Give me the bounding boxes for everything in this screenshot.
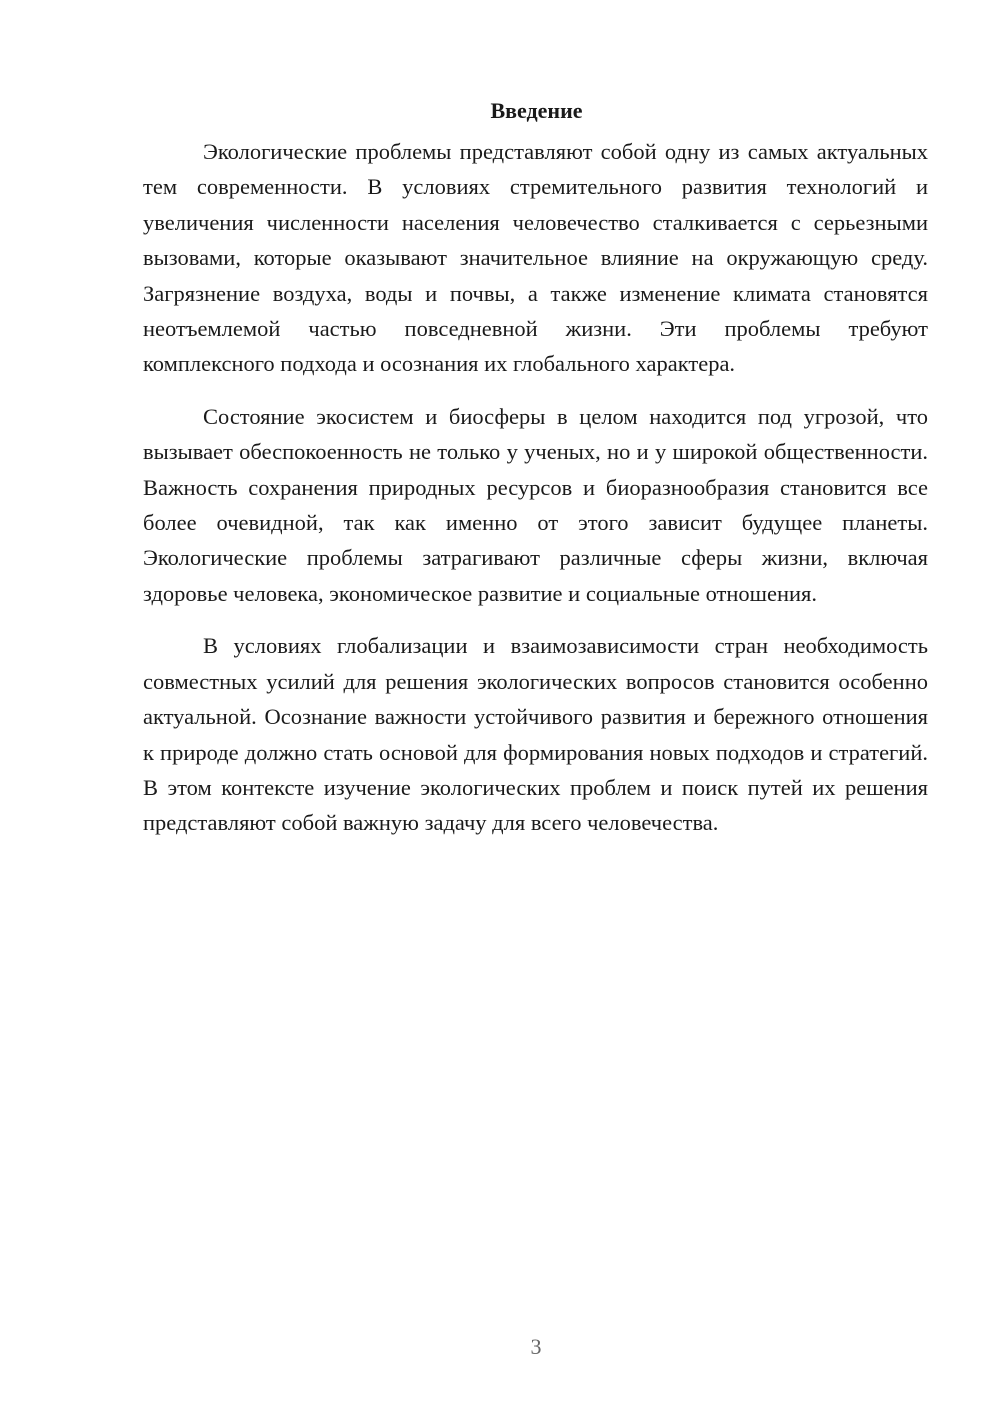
page-number: 3 — [530, 1334, 542, 1359]
page-content — [143, 96, 928, 841]
paragraph-1: Экологические проблемы представляют собой одну из самых актуальных тем современности. В условиях стремительного развития технологий и увеличения численности населения человечество сталкивается с серьезными вызовами, которые оказывают значительное влияние на окружающую среду. Загрязнение воздуха, воды и почвы, а также изменение климата становятся неотъемлемой частью повседневной жизни. Эти проблемы требуют комплексного подхода и осознания их глобального характера. — [143, 139, 928, 377]
page-title: Введение — [490, 98, 583, 123]
paragraph-2: Состояние экосистем и биосферы в целом находится под угрозой, что вызывает обеспокоенность не только у ученых, но и у широкой общественности. Важность сохранения природных ресурсов и биоразнообразия становится все более очевидной, так как именно от этого зависит будущее планеты. Экологические проблемы затрагивают различные сферы жизни, включая здоровье человека, экономическое развитие и социальные отношения. — [143, 403, 928, 606]
paragraph-3: В условиях глобализации и взаимозависимости стран необходимость совместных усилий для решения экологических вопросов становится особенно актуальной. Осознание важности устойчивого развития и бережного отношения к природе должно стать основой для формирования новых подходов и стратегий. В этом контексте изучение экологических проблем и поиск путей их решения представляют собой важную задачу для всего человечества. — [143, 633, 928, 836]
